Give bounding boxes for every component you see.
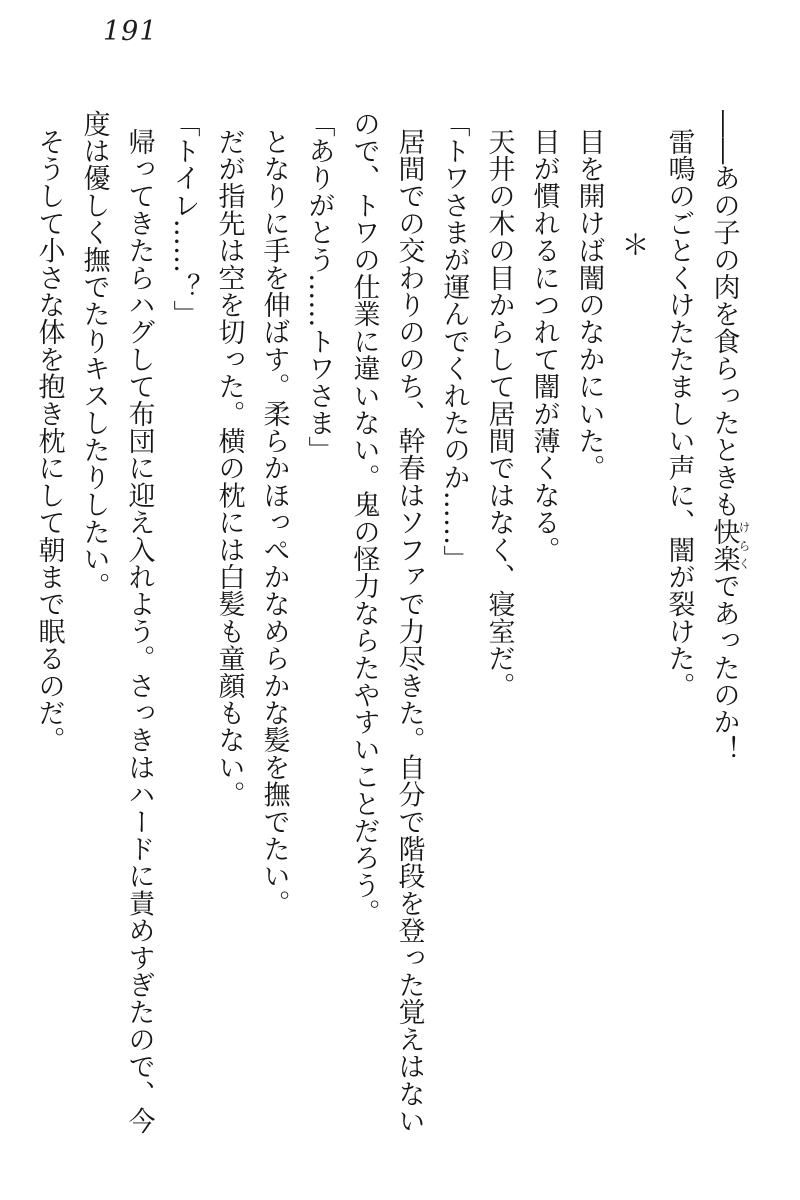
dialogue-column bbox=[162, 110, 207, 1150]
continuation-column bbox=[342, 110, 387, 1150]
paragraph-column bbox=[567, 110, 612, 1150]
text-run: だが指先は空を切った。横の枕には白髪も童顔もない。 bbox=[213, 128, 245, 808]
text-run: 「トワさまが運んでくれたのか……」 bbox=[438, 110, 470, 573]
text-run: 天井の木の目からして居間ではなく、寝室だ。 bbox=[483, 128, 515, 700]
text-run: であったのか！ bbox=[708, 572, 740, 763]
text-run: ――あの子の肉を食らったときも bbox=[708, 110, 740, 518]
text-run: 目が慣れるにつれて闇が薄くなる。 bbox=[528, 128, 560, 564]
text-run: 「トイレ……？」 bbox=[168, 110, 200, 328]
text-run: ＊ bbox=[617, 230, 651, 259]
text-run: ので、トワの仕業に違いない。鬼の怪力ならたやすいことだろう。 bbox=[348, 110, 380, 926]
text-run: 雷鳴のごとくけたたましい声に、闇が裂けた。 bbox=[663, 128, 695, 700]
vertical-text-area bbox=[27, 110, 751, 1150]
text-run: となりに手を伸ばす。柔らかほっぺかなめらかな髪を撫でたい。 bbox=[258, 128, 290, 917]
paragraph-column bbox=[522, 110, 567, 1150]
dialogue-column bbox=[297, 110, 342, 1150]
text-run: 帰ってきたらハグして布団に迎え入れよう。さっきはハードに責めすぎたので、今 bbox=[123, 128, 155, 1135]
paragraph-column bbox=[252, 110, 297, 1150]
text-run: そうして小さな体を抱き枕にして朝まで眠るのだ。 bbox=[33, 128, 65, 754]
paragraph-column bbox=[657, 110, 702, 1150]
paragraph-column bbox=[387, 110, 432, 1150]
dialogue-column bbox=[432, 110, 477, 1150]
paragraph-column bbox=[207, 110, 252, 1150]
paragraph-column bbox=[27, 110, 72, 1150]
section-divider bbox=[612, 110, 657, 1150]
opening-line-column bbox=[702, 110, 751, 1150]
text-run: 目を開けば闇のなかにいた。 bbox=[573, 128, 605, 482]
text-run: 居間での交わりののち、幹春はソファで力尽きた。自分で階段を登った覚えはない bbox=[393, 128, 425, 1135]
paragraph-column bbox=[477, 110, 522, 1150]
text-run: 「ありがとう……トワさま」 bbox=[303, 110, 335, 464]
ruby-annotated-word: 快楽けらく bbox=[708, 518, 751, 573]
paragraph-column bbox=[117, 110, 162, 1150]
page-number: 191 bbox=[103, 16, 158, 47]
text-run: 度は優しく撫でたりキスしたりしたい。 bbox=[78, 110, 110, 600]
continuation-column bbox=[72, 110, 117, 1150]
